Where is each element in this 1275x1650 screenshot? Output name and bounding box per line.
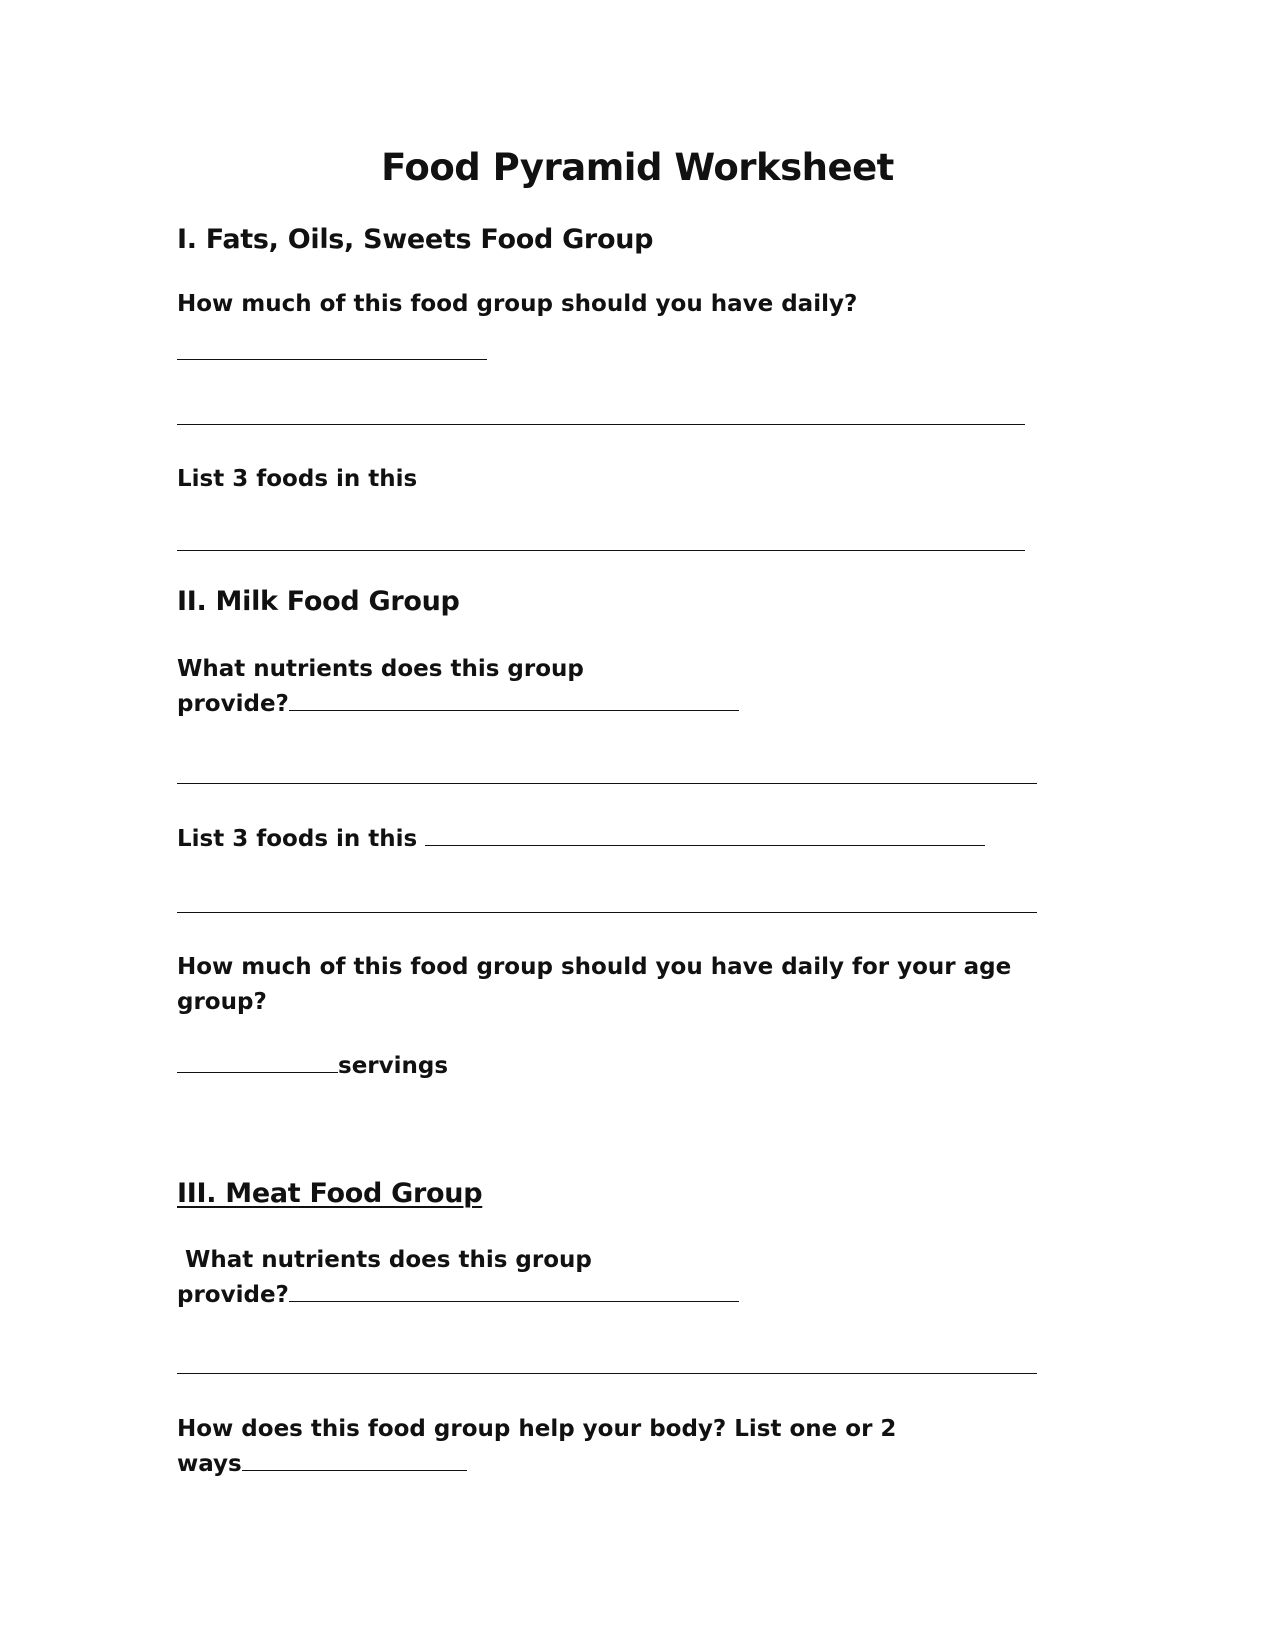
answer-line[interactable] xyxy=(177,359,487,360)
answer-blank[interactable] xyxy=(289,688,739,711)
question-daily-age-line2: group? xyxy=(177,989,267,1015)
question-body-help-line2 xyxy=(177,1447,467,1482)
answer-blank[interactable] xyxy=(425,823,985,846)
answer-blank[interactable] xyxy=(289,1279,739,1302)
answer-blank[interactable] xyxy=(242,1448,467,1471)
section-heading-meat: III. Meat Food Group xyxy=(177,1178,483,1209)
answer-line[interactable] xyxy=(177,783,1037,784)
question-body-help: How does this food group help your body? List one or 2 xyxy=(177,1416,897,1442)
question-list-foods-milk xyxy=(177,822,985,857)
answer-line[interactable] xyxy=(177,550,1025,551)
question-list-foods: List 3 foods in this xyxy=(177,466,418,492)
question-text: List 3 foods in this xyxy=(177,826,418,852)
question-nutrients-meat-line2 xyxy=(177,1278,739,1313)
servings-answer xyxy=(177,1049,448,1084)
question-text: provide? xyxy=(177,691,289,717)
servings-label: servings xyxy=(338,1053,449,1079)
question-daily-age: How much of this food group should you have daily for your age xyxy=(177,954,1012,980)
question-text: ways xyxy=(177,1451,242,1477)
question-daily-amount: How much of this food group should you have daily? xyxy=(177,291,858,317)
question-nutrients-line2 xyxy=(177,687,739,722)
section-heading-fats: I. Fats, Oils, Sweets Food Group xyxy=(177,224,654,255)
answer-blank[interactable] xyxy=(177,1050,338,1073)
question-nutrients: What nutrients does this group xyxy=(177,656,584,682)
answer-line[interactable] xyxy=(177,1373,1037,1374)
section-heading-milk: II. Milk Food Group xyxy=(177,586,460,617)
answer-line[interactable] xyxy=(177,424,1025,425)
question-text: provide? xyxy=(177,1282,289,1308)
question-nutrients-meat: What nutrients does this group xyxy=(177,1247,592,1273)
answer-line[interactable] xyxy=(177,912,1037,913)
worksheet-title: Food Pyramid Worksheet xyxy=(381,146,894,189)
